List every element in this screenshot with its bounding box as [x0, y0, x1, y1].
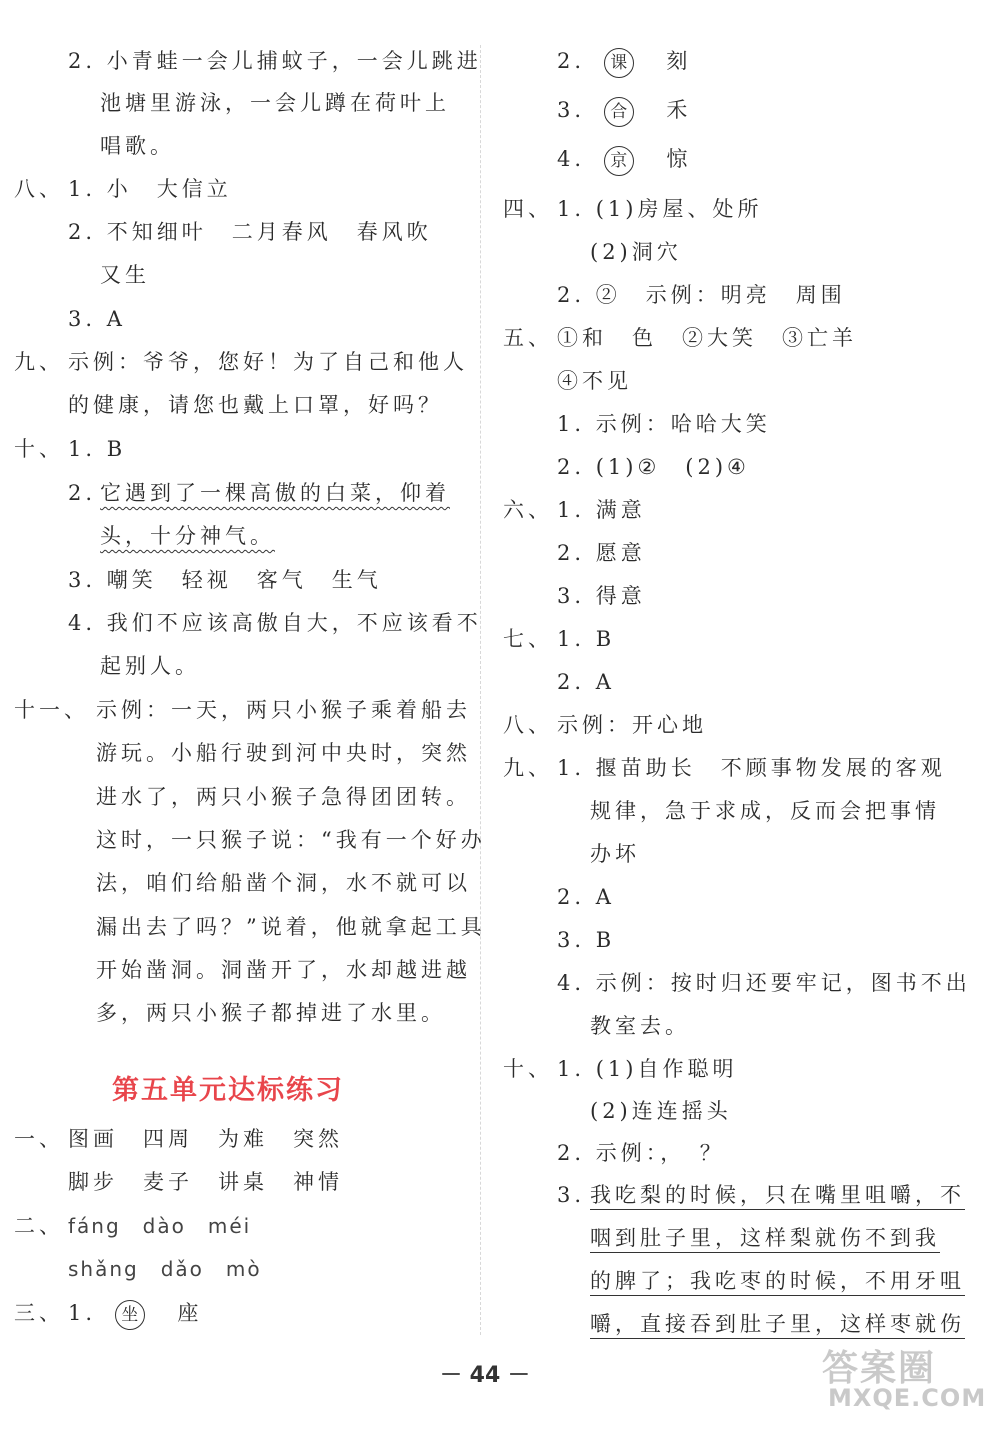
answer-line: 示例：爷爷，您好！为了自己和他人	[68, 350, 468, 374]
circled-character: 京	[604, 146, 634, 176]
answer-number: 2.	[68, 481, 97, 505]
answer-line: 的健康，请您也戴上口罩，好吗？	[68, 393, 443, 417]
pinyin-line: fáng dào méi	[68, 1214, 252, 1238]
answer-line: 示例：一天，两只小猴子乘着船去	[96, 698, 471, 722]
section-label-1: 一、	[14, 1127, 64, 1151]
answer-text: 刻	[666, 49, 692, 73]
answer-line: (2)洞穴	[590, 240, 682, 264]
answer-line: 2. ② 示例：明亮 周围	[557, 283, 846, 307]
answer-line: 3. A	[68, 307, 126, 331]
answer-number: 4.	[557, 147, 586, 171]
answer-line: 又生	[100, 263, 150, 287]
answer-line: 多，两只小猴子都掉进了水里。	[96, 1001, 446, 1025]
answer-line	[557, 48, 691, 78]
answer-line: 1. 满意	[557, 498, 646, 522]
answer-line: 示例：开心地	[557, 713, 707, 737]
watermark-logo: 答案圈 MXQE.COM	[822, 1348, 987, 1412]
answer-text: 座	[177, 1301, 203, 1325]
answer-line: 2. 小青蛙一会儿捕蚊子，一会儿跳进	[68, 49, 482, 73]
answer-line: 2. A	[557, 670, 615, 694]
wavy-underlined-answer: 它遇到了一棵高傲的白菜，仰着	[100, 481, 450, 505]
unit-title: 第五单元达标练习	[112, 1075, 344, 1106]
answer-line: 2. 愿意	[557, 541, 646, 565]
section-label-10: 十、	[503, 1057, 553, 1081]
answer-line: 规律，急于求成，反而会把事情	[590, 799, 940, 823]
section-label-6: 六、	[503, 498, 553, 522]
underlined-answer: 咽到肚子里，这样梨就伤不到我	[590, 1225, 940, 1251]
section-label-9: 九、	[503, 756, 553, 780]
answer-number: 3.	[557, 1183, 586, 1207]
pinyin-line: shǎng dǎo mò	[68, 1257, 262, 1281]
answer-line: 3. B	[557, 928, 616, 952]
answer-number: 2.	[557, 49, 586, 73]
section-label-10: 十、	[14, 437, 64, 461]
answer-line: 4. 示例：按时归还要牢记，图书不出	[557, 971, 971, 995]
section-label-8: 八、	[503, 713, 553, 737]
answer-line: 图画 四周 为难 突然	[68, 1127, 343, 1151]
answer-line: 开始凿洞。洞凿开了，水却越进越	[96, 958, 471, 982]
underlined-answer: 的脾了；我吃枣的时候，不用牙咀	[590, 1268, 965, 1294]
answer-line: 3. 得意	[557, 584, 646, 608]
answer-line	[557, 97, 691, 127]
answer-line: 起别人。	[100, 654, 200, 678]
answer-text: 禾	[666, 98, 692, 122]
column-divider	[480, 45, 481, 1335]
answer-line: 2. 不知细叶 二月春风 春风吹	[68, 220, 432, 244]
answer-line: 2. 示例：， ？	[557, 1141, 725, 1165]
answer-line: ①和 色 ②大笑 ③亡羊	[557, 326, 857, 350]
answer-line: 2. (1)② (2)④	[557, 455, 750, 479]
circled-character: 合	[604, 97, 634, 127]
section-label-5: 五、	[503, 326, 553, 350]
section-label-3: 三、	[14, 1301, 64, 1325]
section-label-2: 二、	[14, 1214, 64, 1238]
underlined-answer: 我吃梨的时候，只在嘴里咀嚼，不	[590, 1182, 965, 1208]
answer-line: 3. 嘲笑 轻视 客气 生气	[68, 568, 382, 592]
answer-line	[557, 146, 691, 176]
answer-line: 1. 小 大信立	[68, 177, 232, 201]
answer-line: 法，咱们给船凿个洞，水不就可以	[96, 871, 471, 895]
answer-line: 1. 示例：哈哈大笑	[557, 412, 771, 436]
answer-line: 游玩。小船行驶到河中央时，突然	[96, 741, 471, 765]
answer-number: 1.	[68, 1301, 97, 1325]
answer-line: 唱歌。	[100, 134, 175, 158]
underlined-answer: 嚼，直接吞到肚子里，这样枣就伤	[590, 1311, 965, 1337]
wavy-underlined-answer: 头，十分神气。	[100, 524, 275, 548]
answer-line: ④不见	[557, 369, 632, 393]
answer-text: 惊	[666, 147, 692, 171]
section-label-7: 七、	[503, 627, 553, 651]
section-label-8: 八、	[14, 177, 64, 201]
answer-line: 1. (1)房屋、处所	[557, 197, 763, 221]
answer-line: 进水了，两只小猴子急得团团转。	[96, 785, 471, 809]
answer-line: 1. (1)自作聪明	[557, 1057, 738, 1081]
answer-line: (2)连连摇头	[590, 1099, 732, 1123]
circled-character: 坐	[115, 1300, 145, 1330]
answer-line: 这时，一只猴子说：“我有一个好办	[96, 828, 486, 852]
answer-number: 3.	[557, 98, 586, 122]
answer-line: 池塘里游泳，一会儿蹲在荷叶上	[100, 91, 450, 115]
answer-line: 2. A	[557, 885, 615, 909]
answer-line: 1. 揠苗助长 不顾事物发展的客观	[557, 756, 946, 780]
section-label-4: 四、	[503, 197, 553, 221]
answer-line: 办坏	[590, 842, 640, 866]
answer-line: 1. B	[68, 437, 127, 461]
answer-line: 脚步 麦子 讲桌 神情	[68, 1170, 343, 1194]
section-label-9: 九、	[14, 350, 64, 374]
answer-line	[68, 1300, 202, 1330]
page-number: － 44 －	[440, 1363, 530, 1388]
answer-line: 1. B	[557, 627, 616, 651]
answer-line: 漏出去了吗？”说着，他就拿起工具	[96, 915, 486, 939]
circled-character: 课	[604, 48, 634, 78]
section-label-11: 十一、	[14, 698, 89, 722]
answer-line: 教室去。	[590, 1014, 690, 1038]
answer-line: 4. 我们不应该高傲自大，不应该看不	[68, 611, 482, 635]
